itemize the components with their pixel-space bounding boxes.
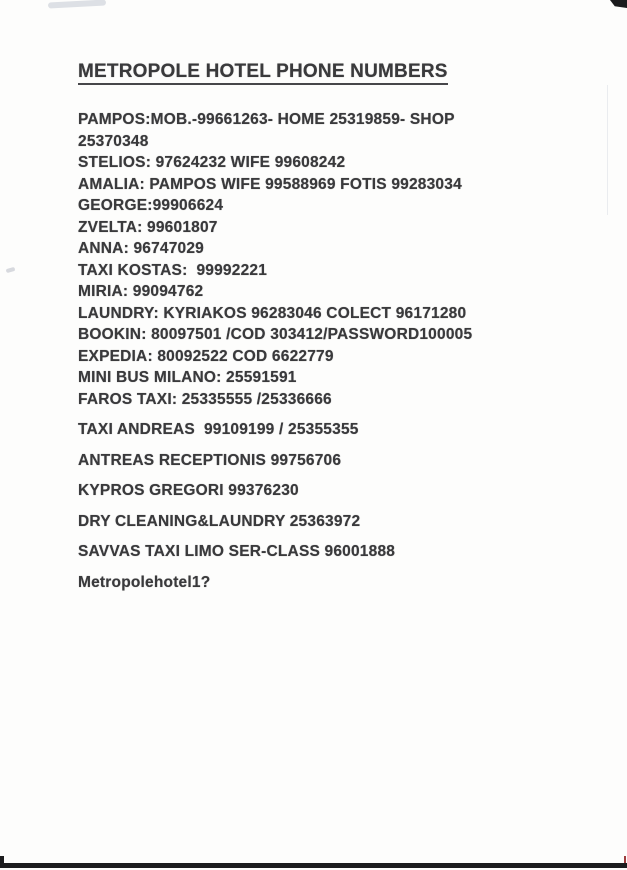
scan-corner-mark (610, 0, 627, 8)
phone-line: BOOKIN: 80097501 /COD 303412/PASSWORD100005 (78, 326, 473, 343)
phone-line: MIRIA: 99094762 (78, 283, 204, 300)
scan-bottom-bar (0, 863, 627, 868)
phone-line: TAXI ANDREAS 99109199 / 25355355 (78, 421, 359, 438)
phone-line: SAVVAS TAXI LIMO SER-CLASS 96001888 (78, 543, 396, 560)
phone-line: EXPEDIA: 80092522 COD 6622779 (78, 347, 334, 365)
page-title-text: METROPOLE HOTEL PHONE NUMBERS (78, 61, 448, 85)
phone-line: ANTREAS RECEPTIONIS 99756706 (78, 451, 342, 469)
phone-list-dense (78, 109, 597, 410)
phone-line: 25370348 (78, 132, 149, 150)
scan-smudge-top (48, 0, 106, 9)
phone-line: GEORGE:99906624 (78, 197, 224, 214)
scan-bottom-right-tick (624, 856, 626, 863)
phone-line: ZVELTA: 99601807 (78, 218, 218, 236)
phone-line: AMALIA: PAMPOS WIFE 99588969 FOTIS 99283034 (78, 175, 462, 193)
phone-line: FAROS TAXI: 25335555 /25336666 (78, 390, 332, 408)
phone-line: LAUNDRY: KYRIAKOS 96283046 COLECT 96171280 (78, 304, 467, 322)
phone-line: TAXI KOSTAS: 99992221 (78, 261, 268, 279)
scan-bottom-left-nub (0, 856, 4, 868)
phone-line: MINI BUS MILANO: 25591591 (78, 369, 297, 386)
scan-right-faint-line (607, 85, 608, 215)
hotel-wifi-note: Metropolehotel1? (78, 573, 211, 591)
document-content (78, 61, 597, 593)
phone-line: STELIOS: 97624232 WIFE 99608242 (78, 154, 346, 171)
page-title (78, 61, 597, 83)
phone-line: ANNA: 96747029 (78, 240, 205, 257)
phone-line: DRY CLEANING&LAUNDRY 25363972 (78, 512, 361, 530)
phone-line: KYPROS GREGORI 99376230 (78, 482, 299, 499)
phone-list-spaced (78, 419, 597, 593)
scan-left-mark (6, 267, 16, 273)
phone-line: PAMPOS:MOB.-99661263- HOME 25319859- SHOP (78, 111, 455, 128)
